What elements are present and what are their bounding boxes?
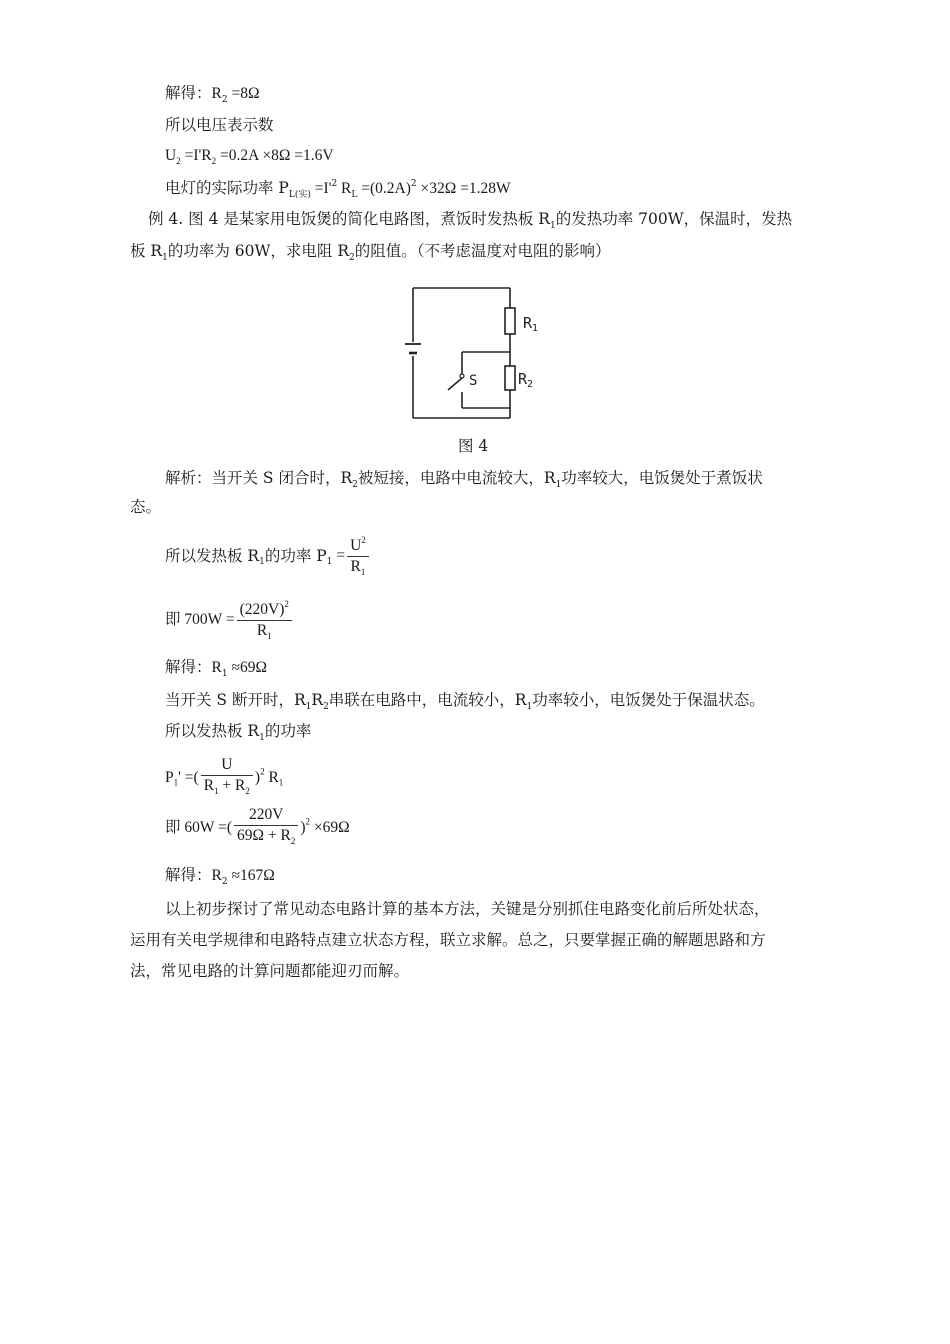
text: ' =( [178,769,199,786]
equation-u2 [165,145,334,172]
subscript: 2 [352,480,358,490]
text: 的功率为 60W，求电阻 R [167,242,350,260]
switch-open-line [165,689,765,718]
denominator [201,776,253,801]
text: 解析：当开关 S 闭合时，R [165,469,353,487]
denominator [234,826,298,851]
analysis-line-2: 态。 [130,498,162,516]
numerator: U [201,755,253,776]
example-4-line-2 [130,240,611,269]
conclusion-line-2: 运用有关电学规律和电路特点建立状态方程，联立求解。总之，只要掌握正确的解题思路和方 [130,931,766,949]
subscript: 1 [326,557,333,567]
subscript: 1 [555,480,562,490]
text: ) [254,769,261,786]
text: 被短接，电路中电流较大，R [357,469,556,487]
subscript: 1 [360,567,366,577]
text: 解得： [165,866,212,884]
text: 解得： [165,658,212,676]
subscript: L [351,190,358,200]
text: R [203,777,215,794]
subscript: 2 [176,156,181,166]
text: 的阻值。（不考虑温度对电阻的影响） [354,242,611,260]
conclusion-line-1: 以上初步探讨了常见动态电路计算的基本方法，关键是分别抓住电路变化前后所处状态， [165,900,770,918]
text: 板 R [130,242,163,260]
text: 例 4. 图 4 是某家用电饭煲的简化电路图，煮饭时发热板 R [148,210,550,228]
subscript: L(实) [288,190,311,200]
text: R [211,85,222,102]
text: 当开关 S 断开时，R [165,691,306,709]
text: =0.2A ×8Ω =1.6V [216,147,334,164]
text: U [165,147,177,164]
text: R [211,659,222,676]
text: R [256,622,268,639]
text: ×32Ω =1.28W [416,180,511,197]
solution-r1 [165,656,267,685]
resistor-r2 [505,366,515,390]
text: 的发热功率 700W，保温时，发热 [555,210,793,228]
analysis-line-1 [165,467,763,496]
text: 即 60W =( [165,819,233,836]
numerator [347,530,369,557]
fraction [201,755,253,801]
subscript: 2 [323,702,329,712]
circuit-diagram [405,282,565,424]
subscript: 1 [259,557,265,567]
superscript: 2 [260,766,265,777]
superscript: 2 [410,179,417,189]
text: 解得： [165,84,212,102]
subscript: 2 [290,836,296,846]
fraction [347,530,369,582]
text: =I' [310,180,332,197]
subscript: 2 [245,786,250,796]
text: 的功率 [264,722,312,740]
subscript: 1 [526,702,533,712]
subscript: 1 [259,733,265,743]
text: R [350,558,361,575]
text: 功率较大，电饭煲处于煮饭状 [561,469,763,487]
subscript: 2 [349,253,355,263]
subscript: 1 [221,669,228,679]
label-r1 [523,314,538,334]
text: 所以发热板 R [165,547,260,565]
text: 串联在电路中，电流较小，R [328,691,527,709]
equation-p1 [165,530,371,582]
equation-p1-prime [165,755,283,801]
subscript: 2 [211,156,217,166]
text: 电灯的实际功率 P [165,179,289,197]
label-r1-text: R [523,314,533,332]
text: =(0.2A) [357,180,411,197]
subscript: 1 [267,631,272,641]
subscript: 2 [221,95,228,105]
power-r1-line [165,720,311,749]
text: 功率较小，电饭煲处于保温状态。 [532,691,765,709]
numerator: 220V [234,805,298,826]
denominator [237,621,292,646]
equation-700w [165,594,294,646]
text: 即 700W = [165,611,235,628]
text: + R [218,777,246,794]
equation-power [165,173,511,206]
superscript: 2 [284,599,289,609]
solution-r2-final [165,864,275,893]
text: (220V) [239,601,285,618]
subscript: 1 [549,221,556,231]
superscript: 2 [305,816,311,827]
switch-blade [448,378,462,390]
text: R [337,180,352,197]
subscript: 1 [214,786,219,796]
subscript: 1 [162,253,168,263]
text: 69Ω + R [237,827,291,844]
figure-caption: 图 4 [458,437,489,455]
solution-line-r2 [165,82,259,111]
label-s: S [469,373,478,389]
label-r2-sub: 2 [527,379,534,390]
text: R [211,867,222,884]
superscript: 2 [331,179,338,189]
text: 的功率 P [264,547,327,565]
text: ≈167Ω [227,867,275,884]
text: R [264,769,279,786]
resistor-r1 [505,308,515,334]
example-4-line-1 [148,208,792,237]
fraction [237,594,292,646]
subscript: 1 [173,777,179,788]
conclusion-line-3: 法，常见电路的计算问题都能迎刃而解。 [130,962,410,980]
text: ×69Ω [310,819,350,836]
equation-60w [165,805,350,851]
switch-contact [460,374,464,378]
text: =8Ω [227,85,260,102]
subscript: 1 [278,777,284,788]
subscript: 2 [221,877,228,887]
text: ≈69Ω [227,659,267,676]
text: P [165,769,174,786]
superscript: 2 [361,535,366,545]
label-r2-text: R [518,370,528,388]
text: =I'R [180,147,212,164]
subscript: 1 [305,702,312,712]
text-line: 所以电压表示数 [165,116,274,134]
text: R [311,691,324,709]
text: U [350,537,362,554]
label-r2 [518,370,533,390]
fraction [234,805,298,851]
numerator [237,594,292,621]
text: = [332,547,346,564]
label-r1-sub: 1 [532,323,539,334]
text: ) [300,819,306,836]
text: 所以发热板 R [165,722,260,740]
denominator [347,557,369,582]
